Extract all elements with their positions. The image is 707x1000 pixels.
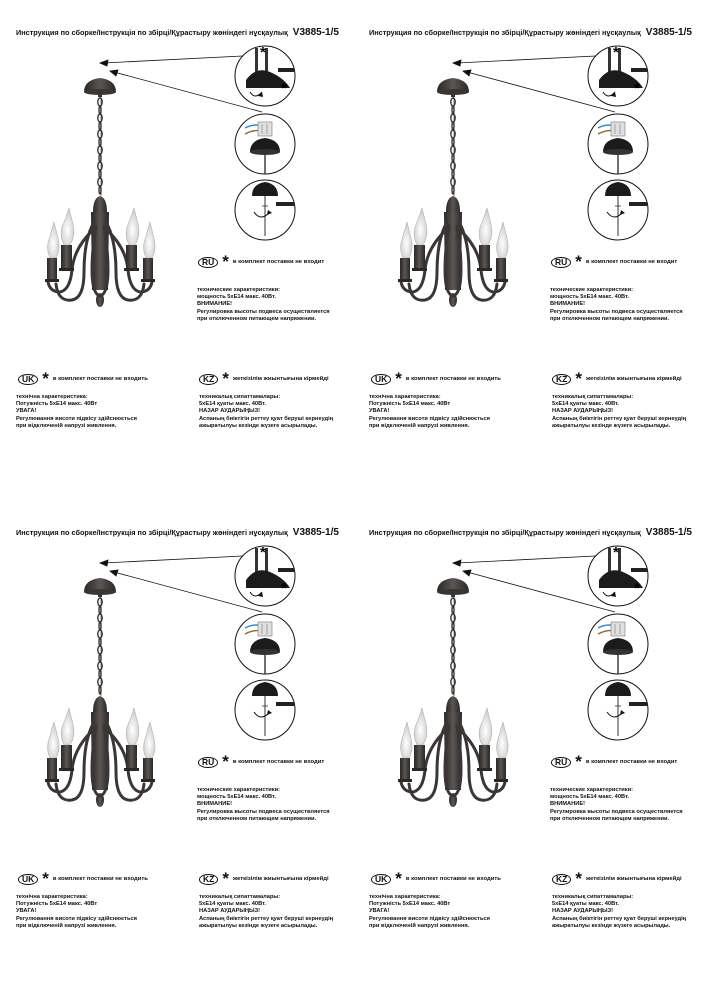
ua-specifications bbox=[369, 894, 490, 930]
ru-warning-line2: при отключенном питающем напряжении. bbox=[197, 315, 317, 322]
kz-not-included-line bbox=[552, 369, 682, 388]
ua-warning-line2: при відключеній напрузі живлення. bbox=[16, 422, 117, 429]
kz-specifications bbox=[199, 894, 333, 930]
ua-warning-line1: Регулювання висоти підвісу здійснюється bbox=[369, 915, 490, 922]
ua-spec-heading: технічна характеристика: bbox=[16, 394, 88, 400]
kz-specifications bbox=[552, 394, 686, 430]
asterisk-mark: * bbox=[634, 580, 640, 597]
kz-spec-heading: техникалық сипаттамалары: bbox=[552, 394, 634, 400]
ua-warning-heading: УВАГА! bbox=[369, 408, 390, 415]
ru-not-included-line bbox=[198, 252, 325, 271]
ru-warning-line1: Регулировка высоты подвеса осуществляется bbox=[550, 308, 683, 315]
asterisk-mark: * bbox=[281, 580, 287, 597]
candle-socket bbox=[124, 708, 139, 771]
chain bbox=[98, 598, 102, 694]
ua-badge: UK bbox=[371, 874, 391, 885]
asterisk-mark: * bbox=[575, 752, 582, 771]
kz-not-included: жеткізілім жиынтығына кірмейді bbox=[232, 876, 329, 882]
title-text: Инструкция по сборке/Інструкція по збірці/Құрастыру жөніндегі нұсқаулық bbox=[369, 528, 641, 537]
instruction-panel bbox=[0, 0, 350, 500]
kz-not-included-line bbox=[552, 869, 682, 888]
ua-spec-heading: технічна характеристика: bbox=[16, 894, 88, 900]
ua-specifications bbox=[16, 894, 137, 930]
instruction-panel bbox=[353, 500, 703, 1000]
kz-warning-heading: НАЗАР АУДАРЫҢЫЗ! bbox=[199, 408, 261, 415]
asterisk-mark: * bbox=[281, 80, 287, 97]
kz-warning-line1: Аспаның биіктігін реттеу қуат беруші кернеудің bbox=[199, 415, 334, 422]
candle-socket bbox=[124, 208, 139, 271]
ru-warning-line1: Регулировка высоты подвеса осуществляется bbox=[197, 808, 330, 815]
kz-badge: KZ bbox=[199, 374, 218, 385]
ru-spec-heading: технические характеристики: bbox=[197, 287, 281, 293]
ru-badge: RU bbox=[198, 757, 218, 768]
ru-badge: RU bbox=[551, 757, 571, 768]
ua-badge: UK bbox=[18, 874, 38, 885]
kz-warning-line1: Аспаның биіктігін реттеу қуат беруші кернеудің bbox=[552, 415, 687, 422]
kz-spec-heading: техникалық сипаттамалары: bbox=[199, 394, 281, 400]
asterisk-mark: * bbox=[575, 869, 582, 888]
ua-not-included-line bbox=[371, 869, 501, 888]
ua-warning-line2: при відключеній напрузі живлення. bbox=[16, 922, 117, 929]
asterisk-mark: * bbox=[575, 369, 582, 388]
ua-warning-line2: при відключеній напрузі живлення. bbox=[369, 422, 470, 429]
candle-socket bbox=[59, 708, 74, 771]
asterisk-mark: * bbox=[222, 752, 229, 771]
ru-spec-heading: технические характеристики: bbox=[550, 787, 634, 793]
asterisk-mark: * bbox=[260, 44, 266, 61]
kz-not-included: жеткізілім жиынтығына кірмейді bbox=[585, 876, 682, 882]
kz-warning-heading: НАЗАР АУДАРЫҢЫЗ! bbox=[552, 408, 614, 415]
candle-socket bbox=[45, 722, 59, 782]
title-text: Инструкция по сборке/Інструкція по збірці/Құрастыру жөніндегі нұсқаулық bbox=[16, 528, 288, 537]
ua-not-included-line bbox=[18, 369, 148, 388]
ua-not-included: в комплект поставки не входить bbox=[405, 876, 501, 882]
ua-warning-heading: УВАГА! bbox=[16, 408, 37, 415]
ru-warning-heading: ВНИМАНИЕ! bbox=[197, 801, 233, 808]
ru-spec-heading: технические характеристики: bbox=[550, 287, 634, 293]
candle-socket bbox=[141, 222, 155, 282]
asterisk-mark: * bbox=[222, 252, 229, 271]
asterisk-mark: * bbox=[222, 369, 229, 388]
detail-circle-wiring bbox=[588, 614, 648, 674]
candle-socket bbox=[477, 708, 492, 771]
ua-warning-line1: Регулювання висоти підвісу здійснюється bbox=[16, 415, 137, 422]
ua-not-included-line bbox=[18, 869, 148, 888]
ua-warning-line1: Регулювання висоти підвісу здійснюється bbox=[369, 415, 490, 422]
ru-warning-line2: при отключенном питающем напряжении. bbox=[550, 815, 670, 822]
chain bbox=[98, 98, 102, 194]
candle-socket bbox=[398, 722, 412, 782]
candle-socket bbox=[412, 208, 427, 271]
asterisk-mark: * bbox=[634, 80, 640, 97]
kz-not-included-line bbox=[199, 369, 329, 388]
ceiling-canopy bbox=[437, 578, 469, 597]
candle-socket bbox=[398, 222, 412, 282]
kz-badge: KZ bbox=[199, 874, 218, 885]
ua-warning-heading: УВАГА! bbox=[16, 908, 37, 915]
candle-socket bbox=[45, 222, 59, 282]
detail-circle-height-adjust bbox=[235, 680, 295, 740]
ua-not-included: в комплект поставки не входить bbox=[52, 376, 148, 382]
candle-socket bbox=[412, 708, 427, 771]
ua-warning-line2: при відключеній напрузі живлення. bbox=[369, 922, 470, 929]
instruction-panel bbox=[353, 0, 703, 500]
ru-warning-line1: Регулировка высоты подвеса осуществляется bbox=[550, 808, 683, 815]
ua-not-included: в комплект поставки не входить bbox=[405, 376, 501, 382]
title-text: Инструкция по сборке/Інструкція по збірці/Құрастыру жөніндегі нұсқаулық bbox=[16, 28, 288, 37]
detail-circle-wiring bbox=[588, 114, 648, 174]
ua-not-included-line bbox=[371, 369, 501, 388]
ua-spec-heading: технічна характеристика: bbox=[369, 894, 441, 900]
ua-badge: UK bbox=[18, 374, 38, 385]
ru-power: мощность 5хЕ14 макс. 40Вт. bbox=[550, 294, 629, 301]
candle-socket bbox=[477, 208, 492, 271]
ru-warning-heading: ВНИМАНИЕ! bbox=[550, 801, 586, 808]
ceiling-canopy bbox=[84, 78, 116, 97]
ru-warning-line1: Регулировка высоты подвеса осуществляется bbox=[197, 308, 330, 315]
candle-socket bbox=[59, 208, 74, 271]
ru-power: мощность 5хЕ14 макс. 40Вт. bbox=[197, 794, 276, 801]
candle-socket bbox=[494, 722, 508, 782]
chain bbox=[451, 598, 455, 694]
detail-circle-wiring bbox=[235, 614, 295, 674]
chain bbox=[451, 98, 455, 194]
ceiling-canopy bbox=[437, 78, 469, 97]
kz-power: 5хЕ14 қуаты макс. 40Вт. bbox=[199, 401, 266, 408]
kz-power: 5хЕ14 қуаты макс. 40Вт. bbox=[552, 401, 619, 408]
ru-warning-heading: ВНИМАНИЕ! bbox=[550, 301, 586, 308]
asterisk-mark: * bbox=[613, 544, 619, 561]
ua-spec-heading: технічна характеристика: bbox=[369, 394, 441, 400]
kz-warning-heading: НАЗАР АУДАРЫҢЫЗ! bbox=[552, 908, 614, 915]
asterisk-mark: * bbox=[613, 44, 619, 61]
ru-not-included: в комплект поставки не входит bbox=[232, 259, 325, 265]
ua-power: Потужність 5хЕ14 макс. 40Вт bbox=[369, 401, 451, 408]
kz-specifications bbox=[199, 394, 333, 430]
model-number: V3885-1/5 bbox=[645, 527, 692, 538]
kz-warning-line2: ажыратылуы кезінде жүзеге асырылады. bbox=[199, 422, 318, 429]
model-number: V3885-1/5 bbox=[645, 27, 692, 38]
ru-power: мощность 5хЕ14 макс. 40Вт. bbox=[197, 294, 276, 301]
asterisk-mark: * bbox=[395, 869, 402, 888]
detail-circle-height-adjust bbox=[235, 180, 295, 240]
kz-not-included-line bbox=[199, 869, 329, 888]
ru-not-included-line bbox=[198, 752, 325, 771]
ru-specifications bbox=[550, 787, 683, 823]
ru-badge: RU bbox=[198, 257, 218, 268]
asterisk-mark: * bbox=[260, 544, 266, 561]
ua-specifications bbox=[369, 394, 490, 430]
kz-power: 5хЕ14 қуаты макс. 40Вт. bbox=[199, 901, 266, 908]
model-number: V3885-1/5 bbox=[292, 527, 339, 538]
model-number: V3885-1/5 bbox=[292, 27, 339, 38]
ru-badge: RU bbox=[551, 257, 571, 268]
ru-power: мощность 5хЕ14 макс. 40Вт. bbox=[550, 794, 629, 801]
kz-spec-heading: техникалық сипаттамалары: bbox=[199, 894, 281, 900]
ua-power: Потужність 5хЕ14 макс. 40Вт bbox=[16, 401, 98, 408]
detail-circle-wiring bbox=[235, 114, 295, 174]
detail-circle-height-adjust bbox=[588, 180, 648, 240]
kz-warning-line2: ажыратылуы кезінде жүзеге асырылады. bbox=[199, 922, 318, 929]
ru-specifications bbox=[197, 287, 330, 323]
ua-warning-line1: Регулювання висоти підвісу здійснюється bbox=[16, 915, 137, 922]
ru-warning-heading: ВНИМАНИЕ! bbox=[197, 301, 233, 308]
candle-socket bbox=[141, 722, 155, 782]
ru-not-included-line bbox=[551, 752, 678, 771]
ru-not-included-line bbox=[551, 252, 678, 271]
kz-warning-line2: ажыратылуы кезінде жүзеге асырылады. bbox=[552, 422, 671, 429]
kz-not-included: жеткізілім жиынтығына кірмейді bbox=[585, 376, 682, 382]
instruction-panel bbox=[0, 500, 350, 1000]
ua-badge: UK bbox=[371, 374, 391, 385]
ru-warning-line2: при отключенном питающем напряжении. bbox=[197, 815, 317, 822]
kz-badge: KZ bbox=[552, 874, 571, 885]
ru-specifications bbox=[550, 287, 683, 323]
ru-specifications bbox=[197, 787, 330, 823]
candle-socket bbox=[494, 222, 508, 282]
ru-spec-heading: технические характеристики: bbox=[197, 787, 281, 793]
ceiling-canopy bbox=[84, 578, 116, 597]
kz-spec-heading: техникалық сипаттамалары: bbox=[552, 894, 634, 900]
ua-specifications bbox=[16, 394, 137, 430]
ua-power: Потужність 5хЕ14 макс. 40Вт bbox=[369, 901, 451, 908]
ru-not-included: в комплект поставки не входит bbox=[232, 759, 325, 765]
detail-circle-height-adjust bbox=[588, 680, 648, 740]
kz-warning-line2: ажыратылуы кезінде жүзеге асырылады. bbox=[552, 922, 671, 929]
kz-specifications bbox=[552, 894, 686, 930]
ua-power: Потужність 5хЕ14 макс. 40Вт bbox=[16, 901, 98, 908]
title-text: Инструкция по сборке/Інструкція по збірці/Құрастыру жөніндегі нұсқаулық bbox=[369, 28, 641, 37]
kz-badge: KZ bbox=[552, 374, 571, 385]
kz-power: 5хЕ14 қуаты макс. 40Вт. bbox=[552, 901, 619, 908]
ru-not-included: в комплект поставки не входит bbox=[585, 259, 678, 265]
asterisk-mark: * bbox=[395, 369, 402, 388]
asterisk-mark: * bbox=[222, 869, 229, 888]
ua-warning-heading: УВАГА! bbox=[369, 908, 390, 915]
kz-warning-line1: Аспаның биіктігін реттеу қуат беруші кернеудің bbox=[552, 915, 687, 922]
kz-not-included: жеткізілім жиынтығына кірмейді bbox=[232, 376, 329, 382]
kz-warning-line1: Аспаның биіктігін реттеу қуат беруші кернеудің bbox=[199, 915, 334, 922]
ru-not-included: в комплект поставки не входит bbox=[585, 759, 678, 765]
ua-not-included: в комплект поставки не входить bbox=[52, 876, 148, 882]
ru-warning-line2: при отключенном питающем напряжении. bbox=[550, 315, 670, 322]
asterisk-mark: * bbox=[575, 252, 582, 271]
asterisk-mark: * bbox=[42, 869, 49, 888]
asterisk-mark: * bbox=[42, 369, 49, 388]
kz-warning-heading: НАЗАР АУДАРЫҢЫЗ! bbox=[199, 908, 261, 915]
